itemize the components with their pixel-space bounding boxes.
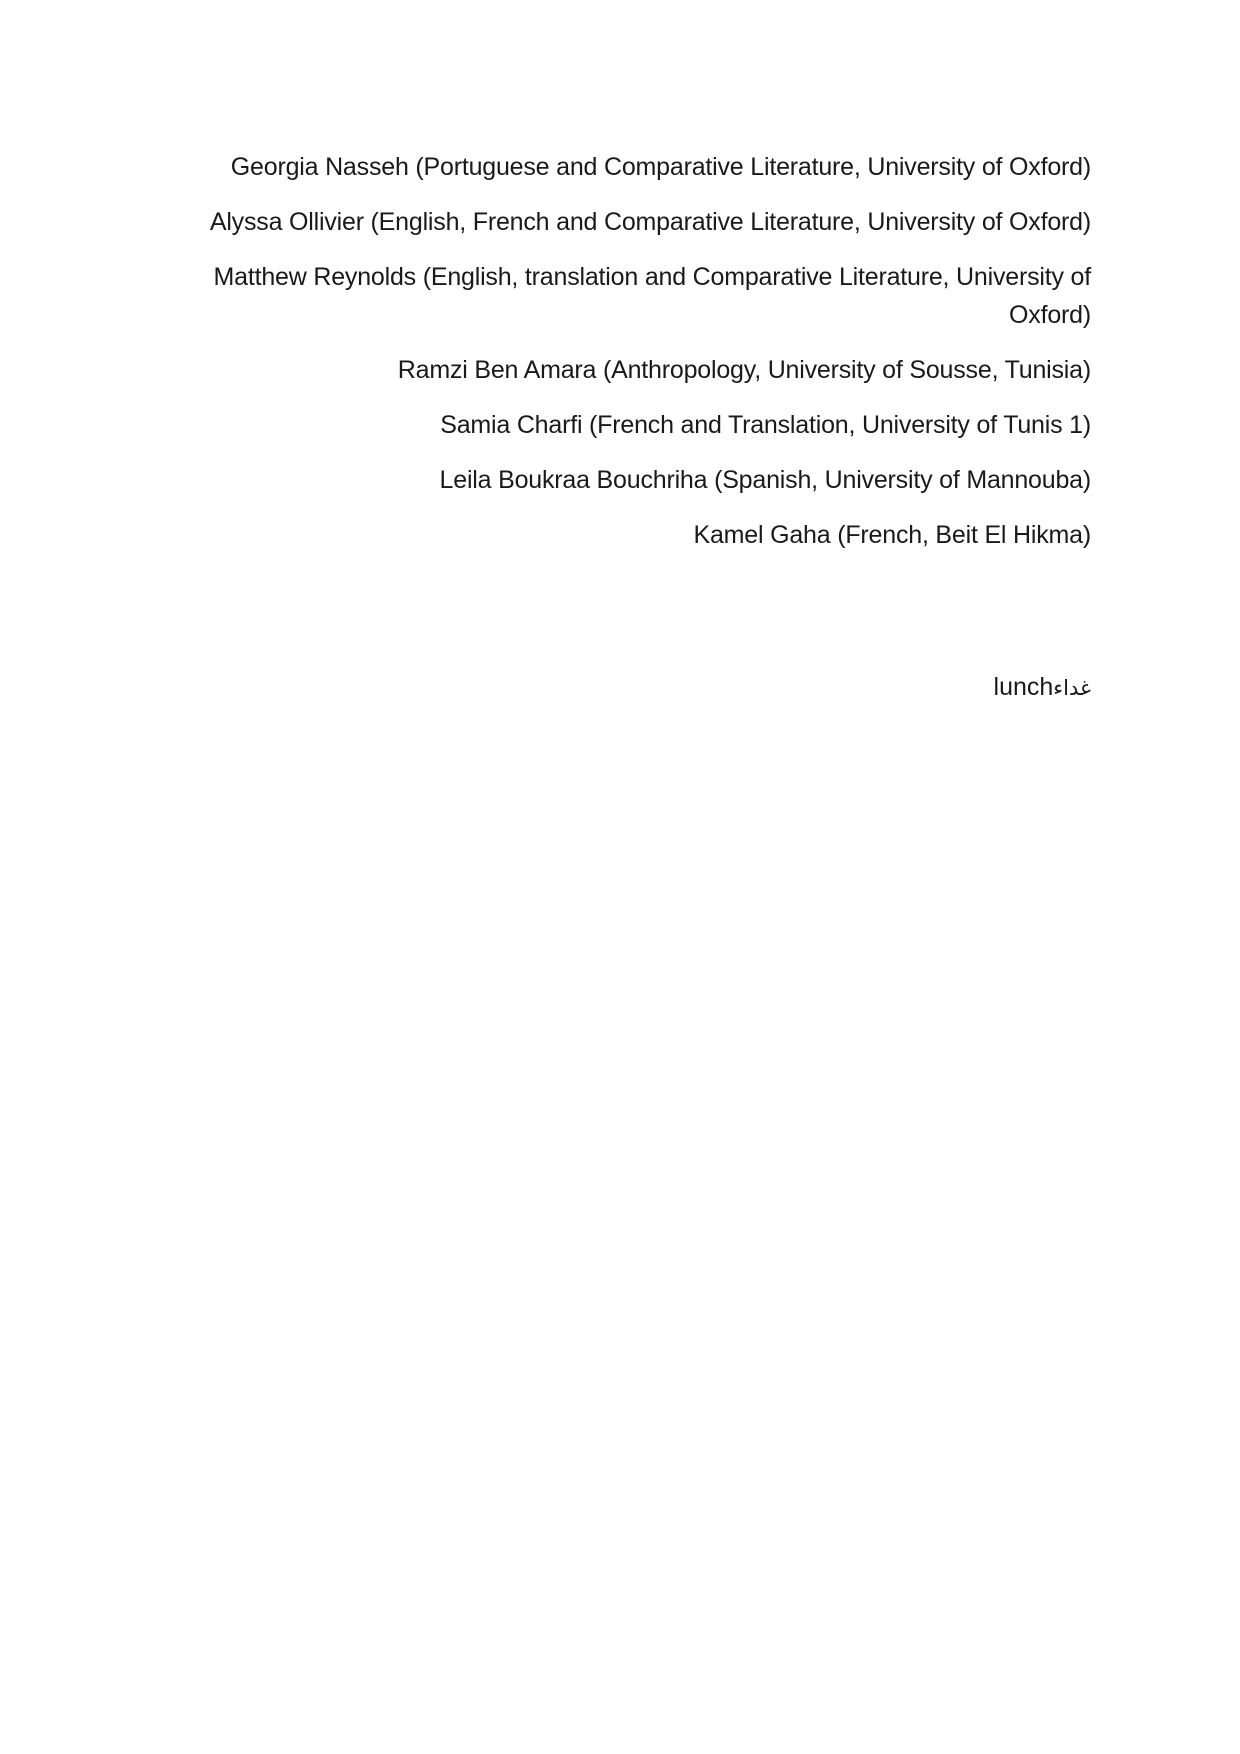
lunch-english: lunch [993, 673, 1054, 701]
participant-entry: Georgia Nasseh (Portuguese and Comparative Literature, University of Oxford) [230, 153, 1091, 181]
participant-entry: Alyssa Ollivier (English, French and Comparative Literature, University of Oxford) [209, 208, 1091, 236]
participant-entry: Ramzi Ben Amara (Anthropology, University of Sousse, Tunisia) [397, 356, 1091, 384]
participant-entry: Samia Charfi (French and Translation, University of Tunis 1) [440, 411, 1091, 439]
lunch-label [994, 668, 1091, 707]
participant-entry: Leila Boukraa Bouchriha (Spanish, University of Mannouba) [439, 466, 1091, 494]
participant-entry: Matthew Reynolds (English, translation and Comparative Literature, University of Oxford) [213, 263, 1091, 329]
lunch-arabic: غداء [1053, 676, 1091, 700]
participant-entry: Kamel Gaha (French, Beit El Hikma) [693, 521, 1091, 549]
participant-list [150, 148, 1091, 571]
